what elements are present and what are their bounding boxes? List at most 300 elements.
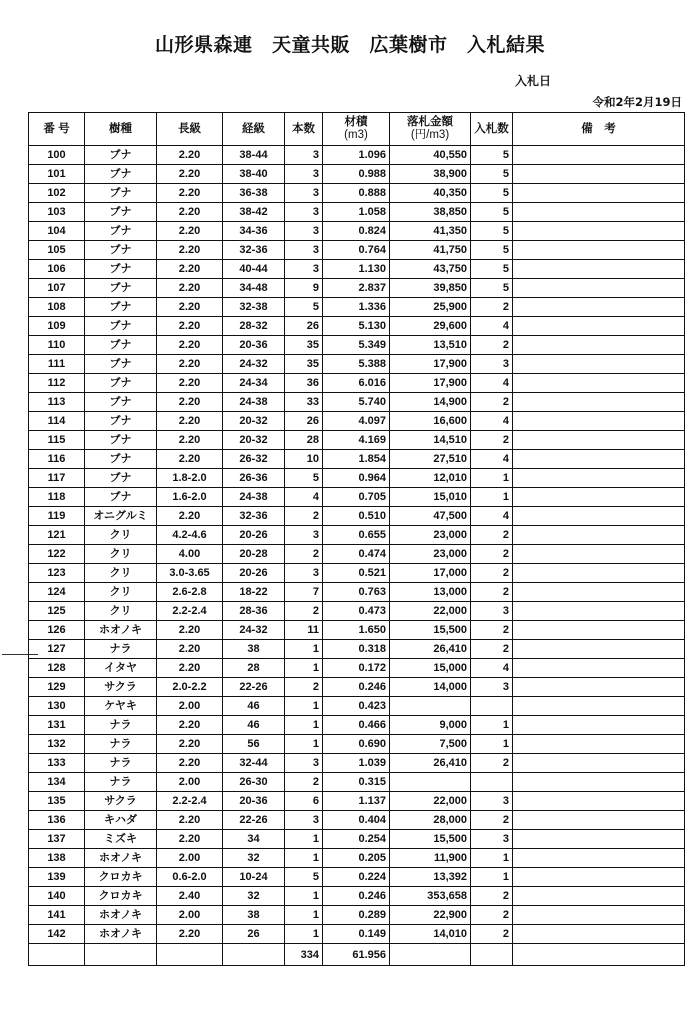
cell-price: 29,600 [390, 317, 471, 336]
cell-length: 2.20 [157, 716, 223, 735]
cell-count: 3 [285, 811, 323, 830]
cell-species: ホオノキ [85, 849, 157, 868]
cell-volume: 0.964 [323, 469, 390, 488]
cell-diameter: 22-26 [223, 811, 285, 830]
cell-number: 115 [29, 431, 85, 450]
cell-species: ナラ [85, 773, 157, 792]
cell-bids: 4 [471, 507, 513, 526]
cell-remarks [513, 868, 685, 887]
cell-remarks [513, 203, 685, 222]
cell-bids: 4 [471, 374, 513, 393]
cell-diameter: 20-36 [223, 336, 285, 355]
cell-price: 15,500 [390, 830, 471, 849]
table-row [29, 298, 685, 317]
bid-date: 令和2年2月19日 [592, 95, 682, 109]
cell-species: クリ [85, 545, 157, 564]
cell-price: 16,600 [390, 412, 471, 431]
header-remarks: 備 考 [513, 113, 685, 146]
cell-count: 1 [285, 640, 323, 659]
cell-number: 134 [29, 773, 85, 792]
cell-bids: 1 [471, 735, 513, 754]
cell-price: 40,550 [390, 146, 471, 165]
cell-species: ブナ [85, 203, 157, 222]
cell-count: 10 [285, 450, 323, 469]
cell-species: ブナ [85, 393, 157, 412]
cell-count: 3 [285, 754, 323, 773]
cell-species: ブナ [85, 241, 157, 260]
cell-species: ブナ [85, 355, 157, 374]
cell-price: 41,750 [390, 241, 471, 260]
cell-price [390, 773, 471, 792]
cell-volume: 0.172 [323, 659, 390, 678]
cell-price: 7,500 [390, 735, 471, 754]
cell-species: ホオノキ [85, 621, 157, 640]
cell-count: 3 [285, 165, 323, 184]
cell-count: 35 [285, 355, 323, 374]
cell-bids: 1 [471, 469, 513, 488]
cell-number: 135 [29, 792, 85, 811]
cell-price: 27,510 [390, 450, 471, 469]
cell-remarks [513, 754, 685, 773]
cell-volume: 0.149 [323, 925, 390, 944]
cell-bids: 3 [471, 355, 513, 374]
cell-number: 130 [29, 697, 85, 716]
cell-volume: 0.888 [323, 184, 390, 203]
cell-volume: 6.016 [323, 374, 390, 393]
table-row [29, 621, 685, 640]
cell-diameter: 32-38 [223, 298, 285, 317]
cell-species: ケヤキ [85, 697, 157, 716]
cell-number: 138 [29, 849, 85, 868]
cell-bids: 3 [471, 602, 513, 621]
cell-bids: 2 [471, 621, 513, 640]
cell-length: 2.20 [157, 260, 223, 279]
table-row [29, 355, 685, 374]
cell-length: 0.6-2.0 [157, 868, 223, 887]
cell-diameter: 40-44 [223, 260, 285, 279]
cell-species: サクラ [85, 678, 157, 697]
table-row [29, 773, 685, 792]
cell-remarks [513, 298, 685, 317]
cell-length: 2.20 [157, 925, 223, 944]
cell-diameter: 20-28 [223, 545, 285, 564]
table-row [29, 754, 685, 773]
cell-diameter: 24-32 [223, 355, 285, 374]
table-row [29, 526, 685, 545]
cell-volume: 1.039 [323, 754, 390, 773]
cell-species: ブナ [85, 469, 157, 488]
cell-species: ブナ [85, 298, 157, 317]
cell-diameter: 22-26 [223, 678, 285, 697]
cell-remarks [513, 431, 685, 450]
cell-remarks [513, 450, 685, 469]
cell-remarks [513, 583, 685, 602]
cell-count: 26 [285, 317, 323, 336]
cell-volume: 1.096 [323, 146, 390, 165]
cell-diameter: 46 [223, 716, 285, 735]
cell-bids: 2 [471, 811, 513, 830]
cell-diameter: 32-36 [223, 507, 285, 526]
cell-length: 2.20 [157, 374, 223, 393]
cell-count: 2 [285, 602, 323, 621]
table-row [29, 241, 685, 260]
cell-count: 1 [285, 716, 323, 735]
cell-species: ブナ [85, 279, 157, 298]
cell-remarks [513, 811, 685, 830]
cell-diameter: 24-32 [223, 621, 285, 640]
cell-diameter: 38 [223, 906, 285, 925]
cell-remarks [513, 374, 685, 393]
cell-price: 28,000 [390, 811, 471, 830]
cell-length: 2.20 [157, 754, 223, 773]
cell-bids: 1 [471, 716, 513, 735]
cell-length: 2.20 [157, 184, 223, 203]
cell-length: 2.20 [157, 203, 223, 222]
cell-number: 140 [29, 887, 85, 906]
cell-count: 9 [285, 279, 323, 298]
cell-price: 14,010 [390, 925, 471, 944]
cell-volume: 0.763 [323, 583, 390, 602]
table-row [29, 602, 685, 621]
cell-remarks [513, 716, 685, 735]
cell-length: 2.20 [157, 336, 223, 355]
cell-volume: 1.854 [323, 450, 390, 469]
cell-count: 1 [285, 697, 323, 716]
header-bids: 入札数 [471, 113, 513, 146]
cell-bids: 5 [471, 203, 513, 222]
table-row [29, 659, 685, 678]
cell-remarks [513, 260, 685, 279]
cell-species: ナラ [85, 754, 157, 773]
cell-volume: 0.289 [323, 906, 390, 925]
document-title: 山形県森連 天童共販 広葉樹市 入札結果 [154, 34, 545, 56]
cell-number: 136 [29, 811, 85, 830]
total-diameter [223, 944, 285, 966]
cell-number: 129 [29, 678, 85, 697]
cell-species: キハダ [85, 811, 157, 830]
cell-number: 131 [29, 716, 85, 735]
cell-length: 2.20 [157, 431, 223, 450]
cell-number: 137 [29, 830, 85, 849]
cell-count: 1 [285, 849, 323, 868]
cell-count: 2 [285, 507, 323, 526]
table-row [29, 906, 685, 925]
cell-remarks [513, 222, 685, 241]
cell-bids: 5 [471, 222, 513, 241]
cell-remarks [513, 906, 685, 925]
cell-length: 2.00 [157, 697, 223, 716]
cell-length: 2.20 [157, 298, 223, 317]
cell-species: イタヤ [85, 659, 157, 678]
cell-count: 1 [285, 906, 323, 925]
cell-species: ナラ [85, 716, 157, 735]
cell-remarks [513, 184, 685, 203]
cell-bids: 3 [471, 830, 513, 849]
cell-remarks [513, 659, 685, 678]
cell-length: 2.0-2.2 [157, 678, 223, 697]
cell-length: 1.8-2.0 [157, 469, 223, 488]
cell-diameter: 38-42 [223, 203, 285, 222]
cell-bids [471, 697, 513, 716]
header-price-line2: (円/m3) [410, 129, 450, 141]
header-volume-line1: 材積 [344, 116, 368, 128]
cell-volume: 0.315 [323, 773, 390, 792]
cell-species: ホオノキ [85, 906, 157, 925]
table-row [29, 849, 685, 868]
table-row [29, 887, 685, 906]
cell-length: 2.40 [157, 887, 223, 906]
cell-diameter: 24-34 [223, 374, 285, 393]
cell-price: 38,900 [390, 165, 471, 184]
cell-price: 12,010 [390, 469, 471, 488]
cell-volume: 0.466 [323, 716, 390, 735]
cell-number: 127 [29, 640, 85, 659]
cell-volume: 1.650 [323, 621, 390, 640]
cell-volume: 4.097 [323, 412, 390, 431]
cell-number: 139 [29, 868, 85, 887]
cell-volume: 0.521 [323, 564, 390, 583]
cell-count: 2 [285, 545, 323, 564]
cell-volume: 0.690 [323, 735, 390, 754]
cell-diameter: 56 [223, 735, 285, 754]
table-row [29, 450, 685, 469]
table-row [29, 640, 685, 659]
cell-number: 114 [29, 412, 85, 431]
table-row [29, 697, 685, 716]
table-row [29, 469, 685, 488]
cell-bids: 5 [471, 260, 513, 279]
cell-number: 112 [29, 374, 85, 393]
cell-volume: 0.988 [323, 165, 390, 184]
cell-remarks [513, 146, 685, 165]
total-price [390, 944, 471, 966]
cell-bids [471, 773, 513, 792]
cell-remarks [513, 697, 685, 716]
cell-length: 4.2-4.6 [157, 526, 223, 545]
table-row [29, 716, 685, 735]
cell-volume: 0.705 [323, 488, 390, 507]
table-row [29, 583, 685, 602]
cell-price [390, 697, 471, 716]
cell-volume: 4.169 [323, 431, 390, 450]
cell-volume: 5.740 [323, 393, 390, 412]
cell-count: 35 [285, 336, 323, 355]
cell-bids: 2 [471, 431, 513, 450]
cell-number: 125 [29, 602, 85, 621]
table-row [29, 222, 685, 241]
cell-volume: 0.404 [323, 811, 390, 830]
cell-price: 17,900 [390, 355, 471, 374]
cell-bids: 4 [471, 450, 513, 469]
cell-number: 119 [29, 507, 85, 526]
table-row [29, 146, 685, 165]
cell-bids: 5 [471, 146, 513, 165]
table-row [29, 336, 685, 355]
total-number [29, 944, 85, 966]
cell-count: 5 [285, 298, 323, 317]
cell-species: ブナ [85, 374, 157, 393]
cell-price: 26,410 [390, 754, 471, 773]
cell-price: 13,510 [390, 336, 471, 355]
table-row [29, 564, 685, 583]
cell-volume: 1.137 [323, 792, 390, 811]
cell-length: 2.20 [157, 735, 223, 754]
cell-diameter: 34-36 [223, 222, 285, 241]
cell-number: 121 [29, 526, 85, 545]
header-diameter: 経級 [223, 113, 285, 146]
results-table [28, 112, 685, 966]
cell-bids: 5 [471, 165, 513, 184]
cell-price: 15,500 [390, 621, 471, 640]
cell-species: ブナ [85, 431, 157, 450]
cell-remarks [513, 279, 685, 298]
cell-volume: 1.130 [323, 260, 390, 279]
cell-remarks [513, 773, 685, 792]
cell-length: 2.20 [157, 279, 223, 298]
cell-price: 17,900 [390, 374, 471, 393]
cell-number: 102 [29, 184, 85, 203]
header-row [29, 113, 685, 146]
cell-species: ブナ [85, 336, 157, 355]
cell-diameter: 18-22 [223, 583, 285, 602]
cell-number: 104 [29, 222, 85, 241]
cell-bids: 3 [471, 792, 513, 811]
cell-number: 126 [29, 621, 85, 640]
table-row [29, 811, 685, 830]
cell-length: 1.6-2.0 [157, 488, 223, 507]
cell-species: クロカキ [85, 887, 157, 906]
cell-remarks [513, 792, 685, 811]
cell-count: 2 [285, 678, 323, 697]
cell-length: 2.20 [157, 507, 223, 526]
table-row [29, 488, 685, 507]
cell-remarks [513, 336, 685, 355]
cell-count: 6 [285, 792, 323, 811]
cell-diameter: 32-36 [223, 241, 285, 260]
cell-count: 33 [285, 393, 323, 412]
cell-bids: 4 [471, 317, 513, 336]
cell-number: 132 [29, 735, 85, 754]
cell-length: 2.20 [157, 393, 223, 412]
cell-number: 117 [29, 469, 85, 488]
cell-remarks [513, 545, 685, 564]
cell-remarks [513, 602, 685, 621]
cell-volume: 0.473 [323, 602, 390, 621]
cell-volume: 0.423 [323, 697, 390, 716]
cell-remarks [513, 412, 685, 431]
cell-diameter: 20-32 [223, 431, 285, 450]
cell-length: 2.20 [157, 412, 223, 431]
cell-number: 108 [29, 298, 85, 317]
cell-number: 103 [29, 203, 85, 222]
cell-species: ブナ [85, 222, 157, 241]
cell-diameter: 26-36 [223, 469, 285, 488]
cell-remarks [513, 241, 685, 260]
cell-length: 2.20 [157, 165, 223, 184]
total-row [29, 944, 685, 966]
cell-diameter: 38-40 [223, 165, 285, 184]
cell-length: 2.2-2.4 [157, 792, 223, 811]
cell-volume: 2.837 [323, 279, 390, 298]
cell-count: 1 [285, 887, 323, 906]
cell-length: 2.00 [157, 906, 223, 925]
cell-number: 106 [29, 260, 85, 279]
cell-number: 124 [29, 583, 85, 602]
total-count: 334 [285, 944, 323, 966]
cell-remarks [513, 925, 685, 944]
cell-count: 3 [285, 184, 323, 203]
table-row [29, 678, 685, 697]
cell-diameter: 36-38 [223, 184, 285, 203]
cell-remarks [513, 678, 685, 697]
cell-remarks [513, 526, 685, 545]
cell-remarks [513, 165, 685, 184]
cell-count: 1 [285, 925, 323, 944]
cell-species: クリ [85, 526, 157, 545]
table-row [29, 868, 685, 887]
cell-diameter: 28-36 [223, 602, 285, 621]
cell-count: 3 [285, 526, 323, 545]
cell-remarks [513, 735, 685, 754]
cell-length: 2.20 [157, 241, 223, 260]
cell-length: 2.20 [157, 659, 223, 678]
header-number: 番 号 [29, 113, 85, 146]
cell-count: 3 [285, 241, 323, 260]
cell-volume: 0.318 [323, 640, 390, 659]
cell-diameter: 32-44 [223, 754, 285, 773]
header-species: 樹種 [85, 113, 157, 146]
cell-species: ブナ [85, 317, 157, 336]
cell-bids: 5 [471, 241, 513, 260]
cell-price: 9,000 [390, 716, 471, 735]
cell-count: 3 [285, 260, 323, 279]
cell-length: 2.20 [157, 640, 223, 659]
cell-bids: 4 [471, 659, 513, 678]
cell-diameter: 34 [223, 830, 285, 849]
cell-diameter: 32 [223, 887, 285, 906]
cell-price: 38,850 [390, 203, 471, 222]
cell-price: 41,350 [390, 222, 471, 241]
bid-date-label: 入札日 [515, 74, 552, 88]
table-row [29, 393, 685, 412]
cell-volume: 1.058 [323, 203, 390, 222]
cell-number: 123 [29, 564, 85, 583]
cell-bids: 2 [471, 925, 513, 944]
cell-volume: 1.336 [323, 298, 390, 317]
cell-number: 116 [29, 450, 85, 469]
cell-number: 113 [29, 393, 85, 412]
cell-price: 23,000 [390, 526, 471, 545]
cell-species: ナラ [85, 735, 157, 754]
cell-volume: 0.246 [323, 887, 390, 906]
cell-remarks [513, 887, 685, 906]
cell-price: 14,000 [390, 678, 471, 697]
cell-species: クロカキ [85, 868, 157, 887]
cell-volume: 0.246 [323, 678, 390, 697]
cell-diameter: 32 [223, 849, 285, 868]
cell-price: 17,000 [390, 564, 471, 583]
cell-length: 2.00 [157, 773, 223, 792]
cell-diameter: 28 [223, 659, 285, 678]
cell-species: ブナ [85, 165, 157, 184]
cell-length: 2.6-2.8 [157, 583, 223, 602]
table-row [29, 735, 685, 754]
cell-bids: 2 [471, 906, 513, 925]
cell-bids: 2 [471, 393, 513, 412]
cell-species: ブナ [85, 488, 157, 507]
cell-number: 118 [29, 488, 85, 507]
cell-length: 2.20 [157, 450, 223, 469]
